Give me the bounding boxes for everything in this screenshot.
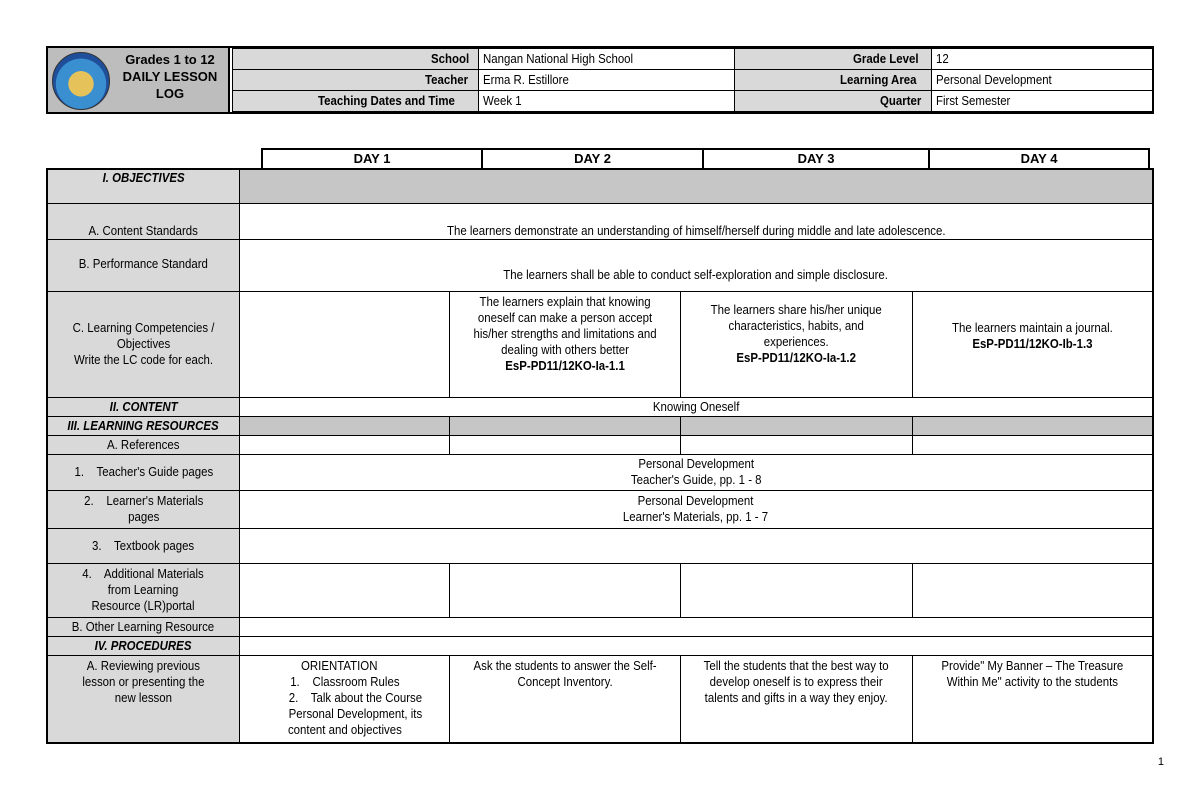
day-header-row [261,148,1150,170]
content-standards-label: A. Content Standards [47,203,239,239]
objectives-heading-fill [239,169,1153,203]
additional-materials-day-4 [913,563,1153,617]
teachers-guide-label: 1. Teacher's Guide pages [47,454,239,490]
learning-area-label: Learning Area [735,70,932,91]
header-info-grid [232,48,1153,112]
quarter-value: First Semester [932,91,1153,112]
header-logo-panel [48,48,230,112]
title-line-2: DAILY LESSON [122,69,218,84]
learning-area-value: Personal Development [932,70,1153,91]
teaching-dates-value: Week 1 [479,91,735,112]
resources-heading-fill-2 [450,416,680,435]
learners-materials-label: 2. Learner's Materials pages [47,490,239,528]
page-number: 1 [1157,756,1164,768]
additional-materials-label: 4. Additional Materials from Learning Resource (LR)portal [47,563,239,617]
quarter-label: Quarter [735,91,932,112]
teachers-guide-value: Personal Development Teacher's Guide, pp. 1 - 8 [239,454,1153,490]
reviewing-day-2: Ask the students to answer the Self- Concept Inventory. [450,655,680,743]
resources-heading-fill-1 [239,416,449,435]
additional-materials-day-2 [450,563,680,617]
content-standards-value: The learners demonstrate an understanding of himself/herself during middle and late adolescence. [239,203,1153,239]
school-seal-logo [52,52,110,110]
resources-heading-fill-3 [680,416,912,435]
content-value: Knowing Oneself [239,397,1153,416]
learning-competencies-label: C. Learning Competencies / Objectives Write the LC code for each. [47,291,239,397]
competency-day-1 [239,291,449,397]
textbook-pages-value [239,528,1153,563]
lc-code-day-3: EsP-PD11/12KO-Ia-1.2 [736,349,857,365]
competency-day-3: The learners share his/her unique characteristics, habits, and experiences. EsP-PD11/12KO-Ia-1.2 [680,291,912,397]
references-day-1 [239,435,449,454]
procedures-heading: IV. PROCEDURES [47,636,239,655]
objectives-heading: I. OBJECTIVES [47,169,239,203]
competency-day-2: The learners explain that knowing oneself can make a person accept his/her strengths and limitations and dealing with others better EsP-PD11/12KO-Ia-1.1 [450,291,680,397]
reviewing-lesson-label: A. Reviewing previous lesson or presenting the new lesson [47,655,239,743]
school-value: Nangan National High School [479,49,735,70]
other-resource-label: B. Other Learning Resource [47,617,239,636]
procedures-heading-fill [239,636,1153,655]
additional-materials-day-3 [680,563,912,617]
lc-code-day-2: EsP-PD11/12KO-Ia-1.1 [505,357,625,373]
dll-title [114,51,226,102]
content-heading: II. CONTENT [47,397,239,416]
performance-standard-value: The learners shall be able to conduct self-exploration and simple disclosure. [239,239,1153,291]
references-label: A. References [47,435,239,454]
dll-header [46,46,1154,114]
title-line-1: Grades 1 to 12 [125,52,215,67]
day-2-header: DAY 2 [482,149,703,169]
references-day-3 [680,435,912,454]
school-label: School [233,49,479,70]
performance-standard-label: B. Performance Standard [47,239,239,291]
teaching-dates-label: Teaching Dates and Time [233,91,479,112]
additional-materials-day-1 [239,563,449,617]
grade-level-value: 12 [932,49,1153,70]
competency-day-4: The learners maintain a journal. EsP-PD11/12KO-Ib-1.3 [913,291,1153,397]
learning-resources-heading: III. LEARNING RESOURCES [47,416,239,435]
reviewing-day-4: Provide" My Banner – The Treasure Within Me" activity to the students [913,655,1153,743]
reviewing-day-3: Tell the students that the best way to develop oneself is to express their talents and gifts in a way they enjoy. [680,655,912,743]
lc-code-day-4: EsP-PD11/12KO-Ib-1.3 [972,335,1093,351]
lesson-log-table [46,168,1154,744]
day-1-header: DAY 1 [262,149,482,169]
reviewing-day-1: ORIENTATION 1. Classroom Rules 2. Talk about the Course Personal Development, its content and objectives [239,655,449,743]
day-4-header: DAY 4 [929,149,1149,169]
resources-heading-fill-4 [913,416,1153,435]
textbook-pages-label: 3. Textbook pages [47,528,239,563]
references-day-2 [450,435,680,454]
day-3-header: DAY 3 [703,149,929,169]
references-day-4 [913,435,1153,454]
teacher-label: Teacher [233,70,479,91]
title-line-3: LOG [155,86,185,101]
teacher-value: Erma R. Estillore [479,70,735,91]
learners-materials-value: Personal Development Learner's Materials, pp. 1 - 7 [239,490,1153,528]
grade-level-label: Grade Level [735,49,932,70]
other-resource-value [239,617,1153,636]
